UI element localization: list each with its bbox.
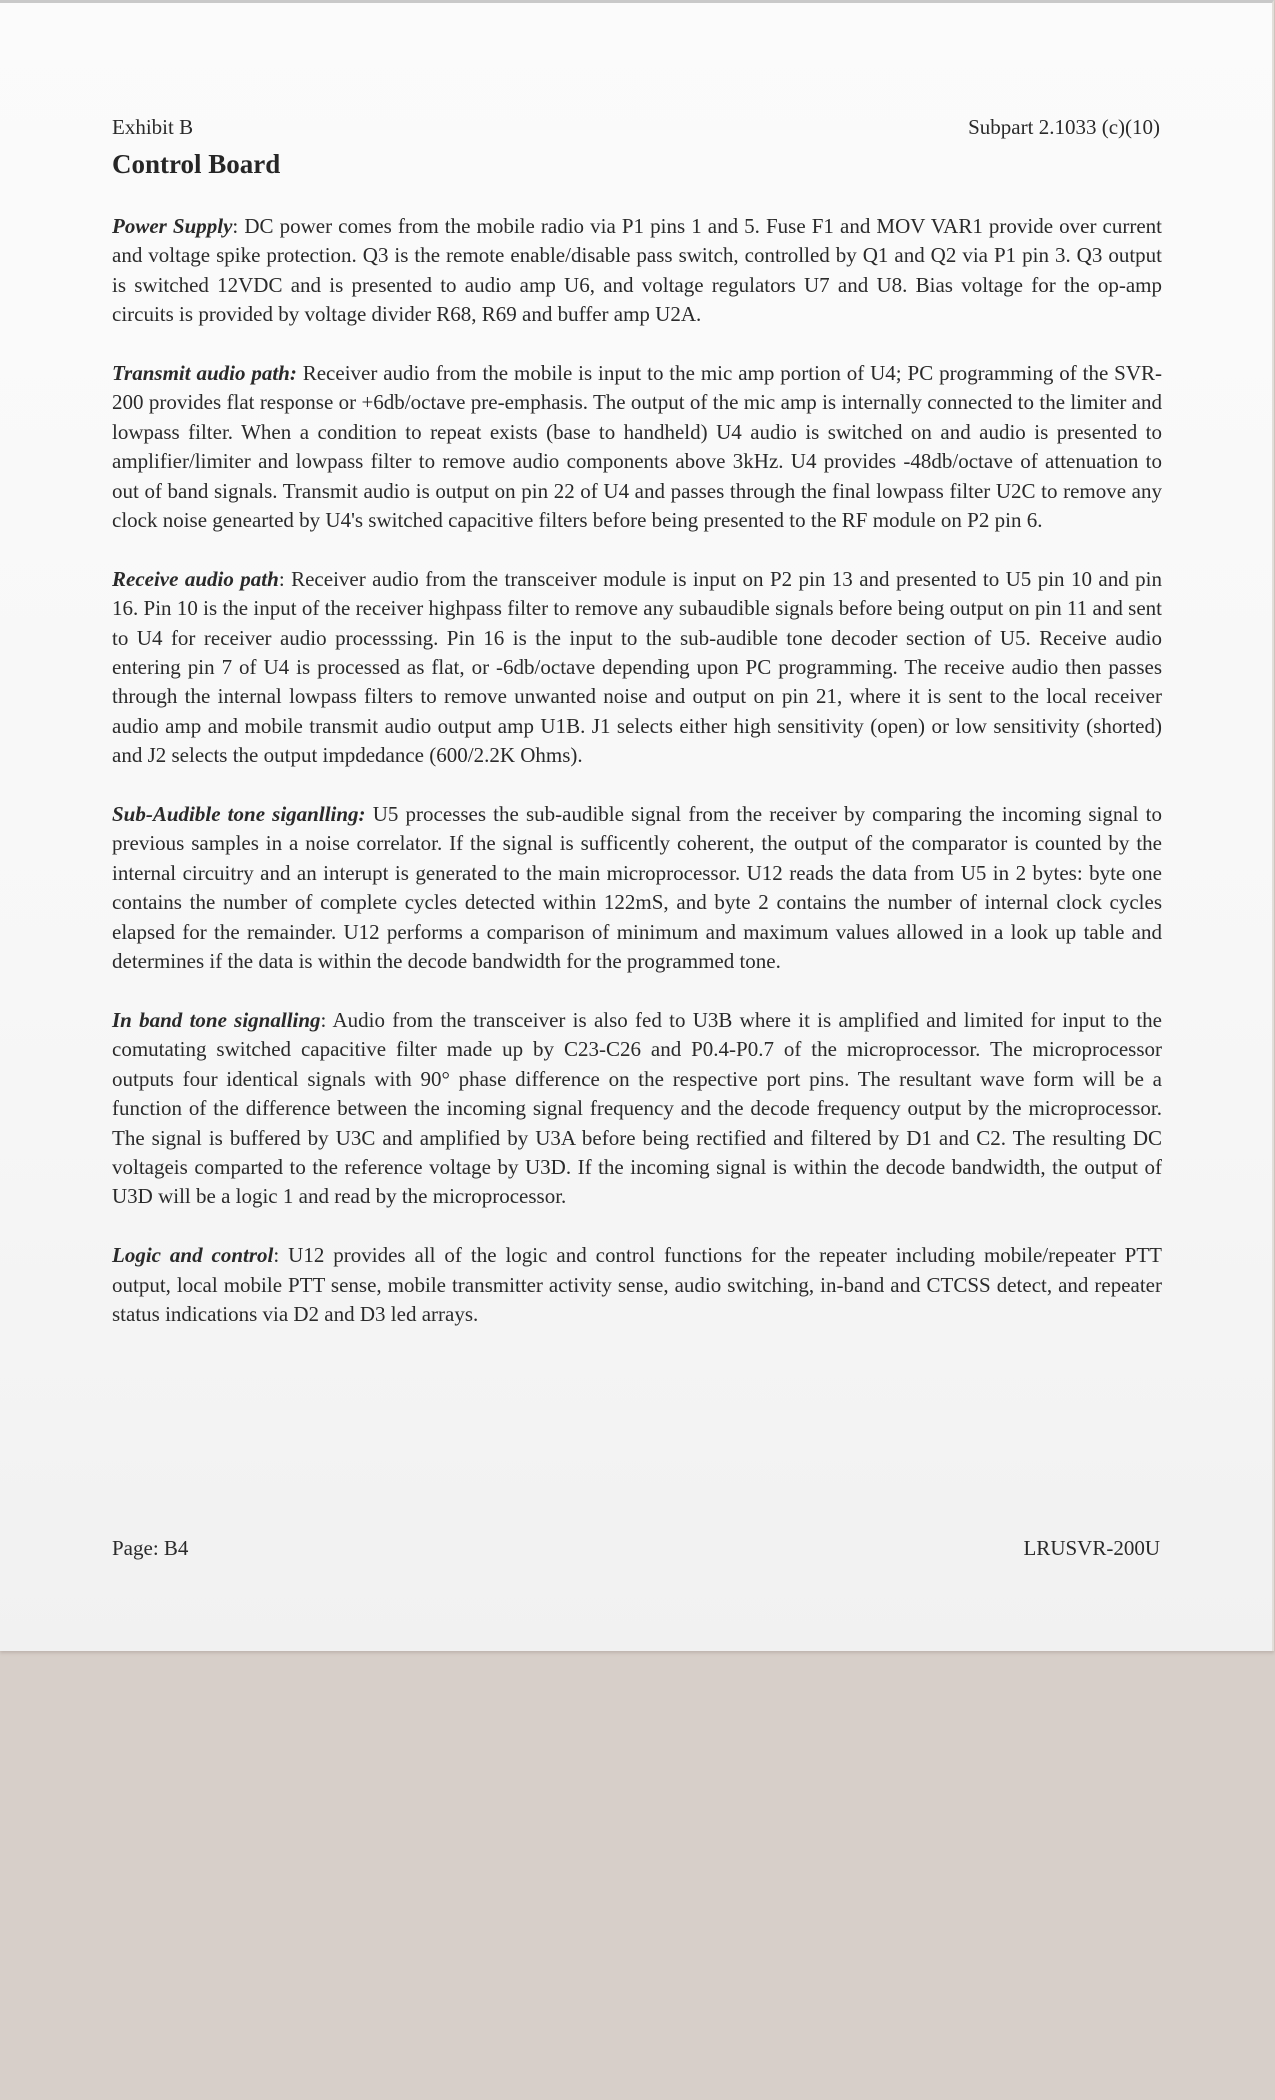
section-heading: Transmit audio path: — [112, 361, 297, 386]
section-text: U12 provides all of the logic and control functions for the repeater including mobile/repeater PTT output, local mobile PTT sense, mobile transmitter activity sense, audio switching, in-band and CTCSS detect, and repeater status indications via D2 and D3 led arrays. — [112, 1243, 1162, 1326]
section-receive-audio-path — [112, 565, 1162, 771]
section-heading: Logic and control — [112, 1243, 274, 1268]
section-text: Receiver audio from the mobile is input to the mic amp portion of U4; PC programming of the SVR-200 provides flat response or +6db/octave pre-emphasis. The output of the mic amp is internally connected to the limiter and lowpass filter. When a condition to repeat exists (base to handheld) U4 audio is switched on and audio is presented to amplifier/limiter and lowpass filter to remove audio components above 3kHz. U4 provides -48db/octave of attenuation to out of band signals. Transmit audio is output on pin 22 of U4 and passes through the final lowpass filter U2C to remove any clock noise genearted by U4's switched capacitive filters before being presented to the RF module on P2 pin 6. — [112, 361, 1162, 533]
section-text: Receiver audio from the transceiver module is input on P2 pin 13 and presented to U5 pin 10 and pin 16. Pin 10 is the input of the receiver highpass filter to remove any subaudible signals before being output on pin 11 and sent to U4 for receiver audio processsing. Pin 16 is the input to the sub-audible tone decoder section of U5. Receive audio entering pin 7 of U4 is processed as flat, or -6db/octave depending upon PC programming. The receive audio then passes through the internal lowpass filters to remove unwanted noise and output on pin 21, where it is sent to the local receiver audio amp and mobile transmit audio output amp U1B. J1 selects either high sensitivity (open) or low sensitivity (shorted) and J2 selects the output impdedance (600/2.2K Ohms). — [112, 566, 1162, 768]
heading-separator — [366, 802, 373, 826]
section-heading: In band tone signalling — [112, 1007, 321, 1032]
page-number: Page: B4 — [112, 1536, 189, 1560]
heading-separator: : — [320, 1007, 333, 1032]
section-transmit-audio-path — [112, 359, 1162, 535]
page-header — [112, 114, 1160, 140]
section-sub-audible-tone — [112, 800, 1162, 976]
section-power-supply — [112, 212, 1162, 330]
section-in-band-tone — [112, 1006, 1162, 1212]
exhibit-label: Exhibit B — [112, 115, 194, 139]
subpart-reference: Subpart 2.1033 (c)(10) — [968, 115, 1160, 139]
section-heading: Power Supply — [112, 214, 233, 238]
document-id: LRUSVR-200U — [1023, 1536, 1160, 1560]
section-text: Audio from the transceiver is also fed to U3B where it is amplified and limited for input to the comutating switched capacitive filter made up by C23-C26 and P0.4-P0.7 of the microprocessor. The microprocessor outputs four identical signals with 90° phase difference on the respective port pins. The resultant wave form will be a function of the difference between the incoming signal frequency and the decode frequency output by the microprocessor. The signal is buffered by U3C and amplified by U3A before being rectified and filtered by D1 and C2. The resulting DC voltageis comparted to the reference voltage by U3D. If the incoming signal is within the decode bandwidth, the output of U3D will be a logic 1 and read by the microprocessor. — [112, 1007, 1162, 1209]
heading-separator: : — [273, 1243, 289, 1268]
section-heading: Sub-Audible tone siganlling: — [112, 802, 366, 827]
heading-separator: : — [232, 214, 245, 238]
page-title: Control Board — [112, 149, 281, 179]
section-heading: Receive audio path — [112, 566, 279, 591]
page-footer — [112, 1535, 1160, 1561]
section-logic-and-control — [112, 1241, 1162, 1329]
section-text: U5 processes the sub-audible signal from the receiver by comparing the incoming signal to previous samples in a noise correlator. If the signal is sufficently coherent, the output of the comparator is counted by the internal circuitry and an interupt is generated to the main microprocessor. U12 reads the data from U5 in 2 bytes: byte one contains the number of complete cycles detected within 122mS, and byte 2 contains the number of internal clock cycles elapsed for the remainder. U12 performs a comparison of minimum and maximum values allowed in a look up table and determines if the data is within the decode bandwidth for the programmed tone. — [112, 802, 1163, 974]
document-body — [112, 212, 1162, 1359]
section-text: DC power comes from the mobile radio via P1 pins 1 and 5. Fuse F1 and MOV VAR1 provide over current and voltage spike protection. Q3 is the remote enable/disable pass switch, controlled by Q1 and Q2 via P1 pin 3. Q3 output is switched 12VDC and is presented to audio amp U6, and voltage regulators U7 and U8. Bias voltage for the op-amp circuits is provided by voltage divider R68, R69 and buffer amp U2A. — [112, 214, 1162, 327]
heading-separator: : — [278, 566, 292, 591]
